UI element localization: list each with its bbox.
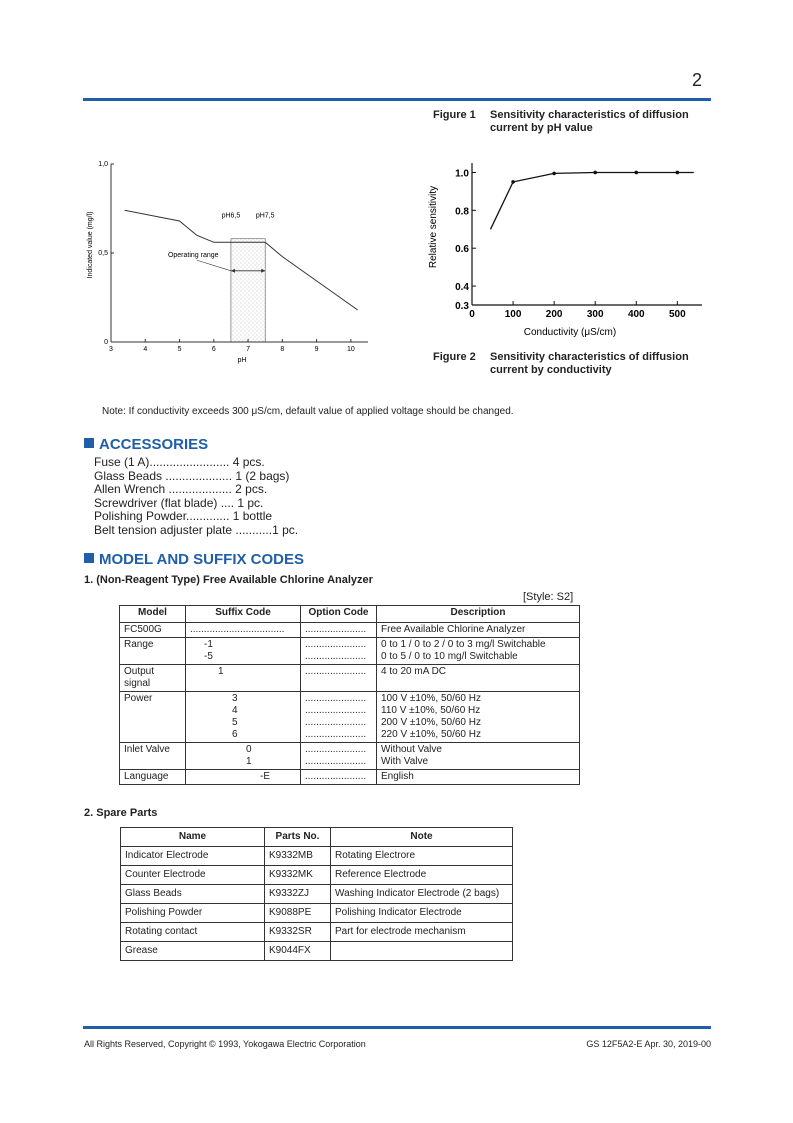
part-number: K9332ZJ	[265, 885, 331, 904]
description: Without Valve With Valve	[377, 743, 580, 770]
operating-range-band	[231, 239, 265, 342]
model-code: Range	[120, 638, 186, 665]
part-name: Polishing Powder	[121, 904, 265, 923]
part-note: Washing Indicator Electrode (2 bags)	[331, 885, 513, 904]
y-tick-label: 1,0	[98, 161, 108, 168]
option-code: ......................	[301, 623, 377, 638]
spare-part-row	[121, 923, 513, 942]
option-code: ...................... ...................... ...................... ......................	[301, 692, 377, 743]
y-tick-label: 0.8	[455, 206, 469, 218]
option-code: ......................	[301, 665, 377, 692]
part-note	[331, 942, 513, 961]
sensitivity-line	[491, 173, 694, 230]
col-suffix: Suffix Code	[186, 606, 301, 623]
accessory-item: Glass Beads .................... 1 (2 bags)	[94, 468, 290, 483]
x-tick-label: 8	[280, 346, 285, 353]
ph-high-label: pH7,5	[255, 212, 275, 220]
operating-range-label: Operating range	[167, 252, 219, 260]
y-tick-label: 0.4	[455, 282, 469, 294]
ph-low-label: pH6,5	[221, 212, 241, 220]
accessory-item: Polishing Powder............. 1 bottle	[94, 509, 273, 524]
x-tick-label: 7	[246, 346, 251, 353]
x-tick-label: 9	[314, 346, 319, 353]
section-bullet-icon	[84, 553, 94, 563]
model-row	[120, 743, 580, 770]
x-tick-label: 500	[669, 309, 686, 320]
part-number: K9088PE	[265, 904, 331, 923]
model-table-header	[120, 606, 580, 623]
y-tick-label: 0.6	[455, 244, 469, 256]
data-point	[511, 180, 515, 184]
suffix-code: -E	[186, 770, 301, 785]
model-heading	[84, 551, 304, 568]
col-option: Option Code	[301, 606, 377, 623]
figure2-chart	[420, 155, 710, 345]
spare-part-row	[121, 885, 513, 904]
part-number: K9044FX	[265, 942, 331, 961]
figure1-ylabel: Indicated value (mg/l)	[87, 211, 94, 279]
x-tick-label: 200	[545, 309, 563, 320]
accessories-title: ACCESSORIES	[99, 436, 209, 453]
x-tick-label: 0	[469, 309, 475, 320]
part-name: Rotating contact	[121, 923, 265, 942]
part-name: Grease	[121, 942, 265, 961]
conductivity-note: Note: If conductivity exceeds 300 μS/cm, default value of applied voltage should be changed.	[102, 406, 514, 417]
footer-doc-id: GS 12F5A2-E Apr. 30, 2019-00	[586, 1039, 711, 1049]
part-note: Rotating Electrore	[331, 847, 513, 866]
description: 4 to 20 mA DC	[377, 665, 580, 692]
model-subtitle: 1. (Non-Reagent Type) Free Available Chlorine Analyzer	[84, 574, 373, 586]
x-tick-label: 10	[346, 346, 355, 353]
description: Free Available Chlorine Analyzer	[377, 623, 580, 638]
operating-label-leader	[197, 260, 231, 271]
accessories-list	[94, 456, 298, 538]
x-tick-label: 6	[211, 346, 216, 353]
data-point	[593, 171, 597, 175]
part-number: K9332MB	[265, 847, 331, 866]
model-row	[120, 623, 580, 638]
spare-part-row	[121, 847, 513, 866]
figure1-xlabel: pH	[237, 357, 247, 364]
col-description: Description	[377, 606, 580, 623]
accessory-item: Belt tension adjuster plate ...........1 pc.	[94, 522, 299, 537]
spare-parts-table	[120, 827, 513, 961]
part-name: Glass Beads	[121, 885, 265, 904]
model-row	[120, 665, 580, 692]
part-note: Part for electrode mechanism	[331, 923, 513, 942]
option-code: ...................... ......................	[301, 638, 377, 665]
figure1-label: Figure 1	[433, 109, 476, 121]
footer-copyright: All Rights Reserved, Copyright © 1993, Yokogawa Electric Corporation	[84, 1039, 366, 1049]
part-note: Polishing Indicator Electrode	[331, 904, 513, 923]
part-note: Reference Electrode	[331, 866, 513, 885]
col-model: Model	[120, 606, 186, 623]
data-point	[634, 171, 638, 175]
figure1-caption	[433, 109, 713, 137]
accessory-item: Fuse (1 A)........................ 4 pcs.	[94, 455, 265, 469]
model-code: Language	[120, 770, 186, 785]
option-code: ...................... ......................	[301, 743, 377, 770]
spare-part-row	[121, 942, 513, 961]
x-tick-label: 100	[504, 309, 522, 320]
model-row	[120, 770, 580, 785]
model-code: Output signal	[120, 665, 186, 692]
accessory-item: Allen Wrench ................... 2 pcs.	[94, 482, 268, 497]
model-code: FC500G	[120, 623, 186, 638]
description: 100 V ±10%, 50/60 Hz 110 V ±10%, 50/60 Hz 200 V ±10%, 50/60 Hz 220 V ±10%, 50/60 Hz	[377, 692, 580, 743]
description: 0 to 1 / 0 to 2 / 0 to 3 mg/l Switchable 0 to 5 / 0 to 10 mg/l Switchable	[377, 638, 580, 665]
figure1-caption-text: Sensitivity characteristics of diffusion current by pH value	[490, 109, 689, 134]
section-bullet-icon	[84, 438, 94, 448]
part-name: Counter Electrode	[121, 866, 265, 885]
style-tag: [Style: S2]	[523, 591, 574, 603]
x-tick-label: 3	[109, 346, 113, 353]
header-rule	[83, 98, 711, 101]
page-number: 2	[692, 70, 703, 90]
footer-rule	[83, 1026, 711, 1029]
model-title: MODEL AND SUFFIX CODES	[99, 551, 305, 568]
col-parts-no: Parts No.	[265, 828, 331, 847]
model-row	[120, 692, 580, 743]
y-tick-label: 0,5	[98, 250, 108, 257]
x-tick-label: 400	[627, 309, 645, 320]
suffix-code: 1	[186, 665, 301, 692]
part-number: K9332SR	[265, 923, 331, 942]
data-point	[676, 171, 680, 175]
data-point	[552, 172, 556, 176]
col-name: Name	[121, 828, 265, 847]
y-tick-label: 0.3	[455, 301, 469, 312]
suffix-code: 3 4 5 6	[186, 692, 301, 743]
option-code: ......................	[301, 770, 377, 785]
y-tick-label: 1.0	[455, 168, 469, 180]
model-code: Inlet Valve	[120, 743, 186, 770]
model-suffix-table	[119, 605, 580, 785]
operating-range-area	[231, 239, 265, 342]
description: English	[377, 770, 580, 785]
figure2-caption-text: Sensitivity characteristics of diffusion current by conductivity	[490, 351, 689, 376]
figure2-label: Figure 2	[433, 351, 476, 363]
x-tick-label: 300	[586, 309, 604, 320]
spare-part-row	[121, 866, 513, 885]
model-code: Power	[120, 692, 186, 743]
x-tick-label: 5	[177, 346, 182, 353]
spare-part-row	[121, 904, 513, 923]
model-row	[120, 638, 580, 665]
y-tick-label: 0	[104, 339, 108, 346]
accessories-heading	[84, 436, 208, 453]
suffix-code: 0 1	[186, 743, 301, 770]
accessory-item: Screwdriver (flat blade) .... 1 pc.	[94, 495, 264, 510]
x-tick-label: 4	[143, 346, 148, 353]
part-name: Indicator Electrode	[121, 847, 265, 866]
col-note: Note	[331, 828, 513, 847]
figure2-ylabel: Relative sensitivity	[428, 185, 439, 269]
figure2-caption	[433, 351, 713, 379]
suffix-code: -1 -5	[186, 638, 301, 665]
suffix-code: ..................................	[186, 623, 301, 638]
figure2-xlabel: Conductivity (μS/cm)	[523, 327, 617, 338]
figure1-chart	[80, 150, 380, 370]
part-number: K9332MK	[265, 866, 331, 885]
spare-parts-title: 2. Spare Parts	[84, 807, 158, 819]
spare-table-header	[121, 828, 513, 847]
